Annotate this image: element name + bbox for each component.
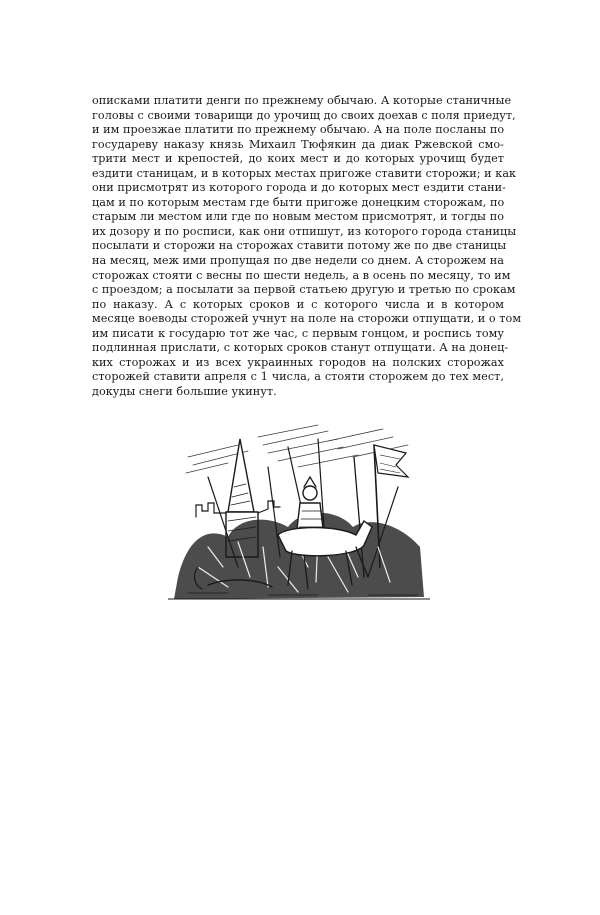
text-line-12: на месяц, меж ими пропущая по две недели со днем. А сторожем на bbox=[92, 254, 504, 268]
text-line-5: трити мест и крепостей, до коих мест и до которых урочищ будет bbox=[92, 152, 504, 166]
body-text bbox=[92, 94, 522, 399]
text-line-8: цам и по которым местам где быти пригоже донецким сторожам, по bbox=[92, 195, 505, 209]
text-line-20: сторожей ставити апреля с 1 числа, а стояти сторожем до тех мест, bbox=[92, 370, 504, 384]
text-line-21: докуды снеги большие укинут. bbox=[92, 384, 277, 398]
text-line-7: они присмотрят из которого города и до которых мест ездити стани- bbox=[92, 181, 507, 195]
text-line-1: описками платити денги по прежнему обычаю. А которые станичные bbox=[92, 94, 512, 107]
text-line-6: ездити станицам, и в которых местах пригоже ставити сторожи; и как bbox=[92, 166, 517, 180]
battle-engraving-icon bbox=[168, 417, 430, 607]
text-line-4: государеву наказу князь Михаил Тюфякин да диак Ржевской смо- bbox=[92, 137, 504, 151]
text-line-15: по наказу. А с которых сроков и с которого числа и в котором bbox=[92, 297, 504, 311]
text-line-13: сторожах стояти с весны по шести недель, а в осень по месяцу, то им bbox=[92, 268, 511, 282]
text-line-14: с проездом; а посылати за первой статьею другую и третью по срокам bbox=[92, 283, 516, 297]
text-line-3: и им проезжае платити по прежнему обычаю. А на поле посланы по bbox=[92, 123, 505, 137]
text-line-9: старым ли местом или где по новым местом присмотрят, и тогды по bbox=[92, 210, 504, 224]
text-line-16: месяце воеводы сторожей учнут на поле на сторожи отпущати, и о том bbox=[92, 312, 522, 326]
text-line-19: ких сторожах и из всех украинных городов на полских сторожах bbox=[92, 355, 504, 369]
text-line-10: их дозору и по росписи, как они отпишут, из которого города станицы bbox=[92, 224, 517, 238]
text-line-17: им писати к государю тот же час, с первым гонцом, и роспись тому bbox=[92, 326, 504, 340]
text-line-2: головы с своими товарищи до урочищ до своих доехав с поля приедут, bbox=[92, 108, 516, 122]
text-line-18: подлинная прислати, с которых сроков станут отпущати. А на донец- bbox=[92, 341, 509, 355]
text-line-11: посылати и сторожи на сторожах ставити потому же по две станицы bbox=[92, 239, 507, 253]
